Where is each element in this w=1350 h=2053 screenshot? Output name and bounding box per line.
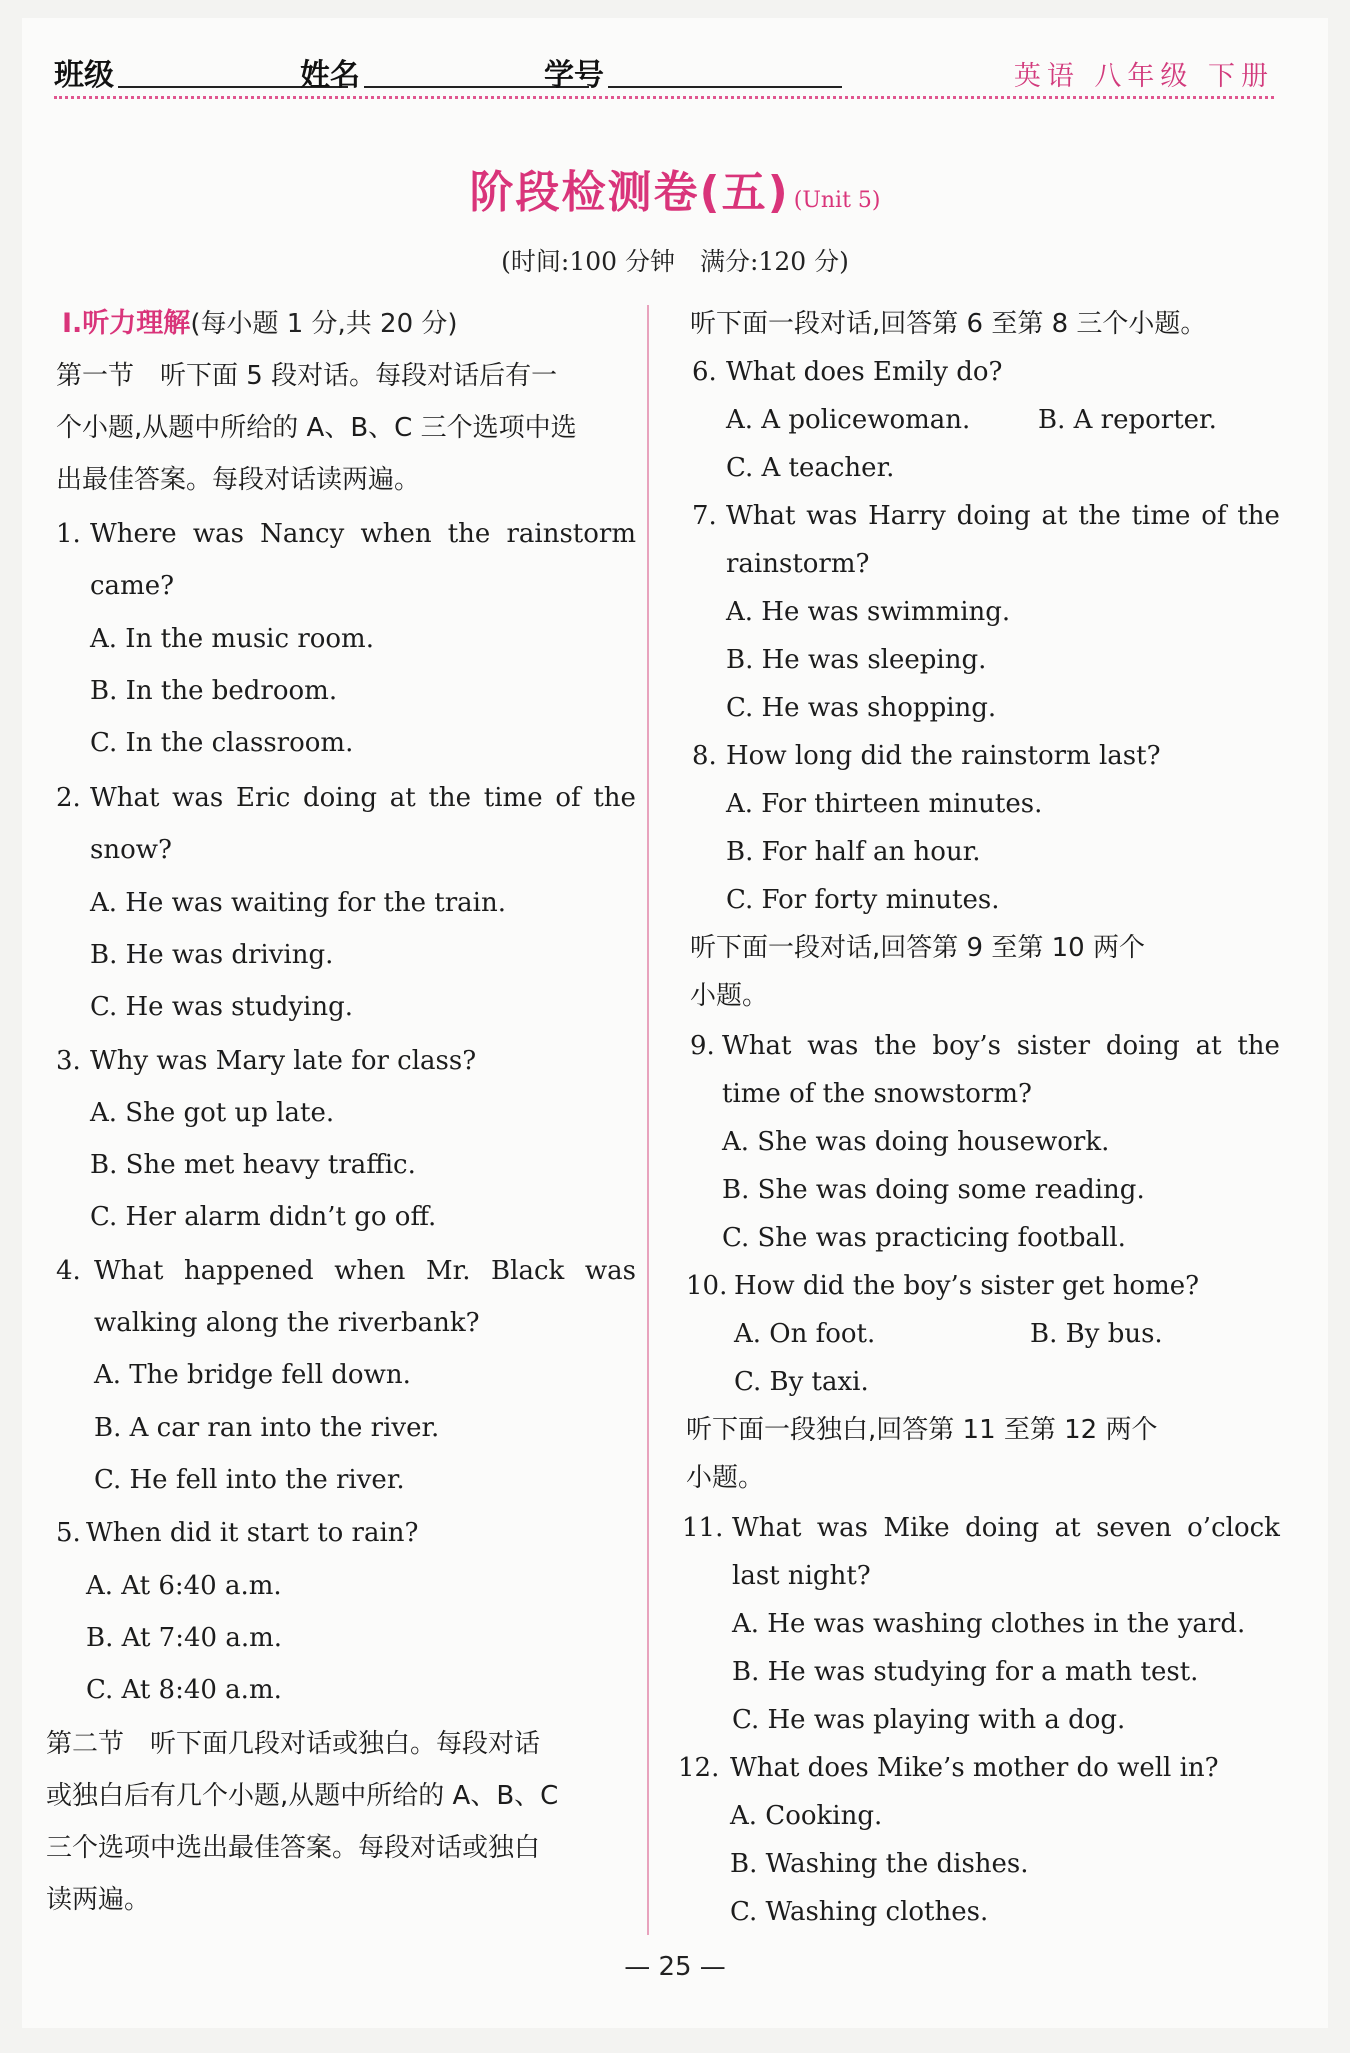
question-stem: What does Emily do? (726, 357, 1003, 387)
question-stem: How long did the rainstorm last? (726, 741, 1161, 771)
option-c[interactable]: C. For forty minutes. (726, 885, 1000, 915)
option-b[interactable]: B. She met heavy traffic. (90, 1150, 416, 1180)
question-stem: Where was Nancy when the rainstorm (90, 519, 636, 549)
part2-instruction-3: 三个选项中选出最佳答案。每段对话或独白 (46, 1833, 541, 1863)
option-c[interactable]: C. Her alarm didn’t go off. (90, 1202, 437, 1232)
question-stem: How did the boy’s sister get home? (734, 1271, 1200, 1301)
option-c[interactable]: C. In the classroom. (90, 728, 354, 758)
question-stem: What does Mike’s mother do well in? (730, 1753, 1219, 1783)
option-a[interactable]: A. A policewoman. (726, 405, 971, 435)
question-number: 10. (686, 1271, 728, 1301)
part2-instruction-2: 或独白后有几个小题,从题中所给的 A、B、C (46, 1781, 559, 1811)
question-number: 3. (56, 1046, 81, 1076)
question-stem-cont: walking along the riverbank? (94, 1308, 480, 1338)
option-b[interactable]: B. In the bedroom. (90, 676, 338, 706)
page-number: — 25 — (624, 1952, 726, 1982)
option-b[interactable]: B. For half an hour. (726, 837, 981, 867)
exam-info: (时间:100 分钟 满分:120 分) (501, 247, 849, 276)
option-a[interactable]: A. She was doing housework. (722, 1127, 1110, 1157)
option-b[interactable]: B. Washing the dishes. (730, 1849, 1029, 1879)
question-number: 2. (56, 783, 81, 813)
option-c[interactable]: C. He was studying. (90, 992, 354, 1022)
option-b[interactable]: B. He was sleeping. (726, 645, 987, 675)
option-c[interactable]: C. He fell into the river. (94, 1465, 405, 1495)
option-c[interactable]: C. She was practicing football. (722, 1223, 1126, 1253)
question-stem: What was the boy’s sister doing at the (722, 1031, 1280, 1061)
header-divider (54, 96, 1274, 99)
option-c[interactable]: C. He was playing with a dog. (732, 1705, 1126, 1735)
question-stem-cont: came? (90, 571, 175, 601)
question-stem: What was Harry doing at the time of the (726, 501, 1280, 531)
student-info-header (54, 50, 1274, 100)
question-stem-cont: time of the snowstorm? (722, 1079, 1032, 1109)
question-number: 9. (690, 1031, 715, 1061)
option-c[interactable]: C. He was shopping. (726, 693, 997, 723)
option-b[interactable]: B. She was doing some reading. (722, 1175, 1145, 1205)
question-stem: Why was Mary late for class? (90, 1046, 477, 1076)
option-a[interactable]: A. He was swimming. (726, 597, 1011, 627)
book-label: 英语 八年级 下册 (1013, 61, 1274, 92)
intro-9-10-line2: 小题。 (690, 981, 769, 1011)
option-c[interactable]: C. At 8:40 a.m. (86, 1675, 282, 1705)
option-a[interactable]: A. She got up late. (90, 1098, 335, 1128)
question-number: 12. (678, 1753, 720, 1783)
intro-11-12-line1: 听下面一段独白,回答第 11 至第 12 两个 (686, 1415, 1158, 1445)
question-number: 5. (56, 1518, 81, 1548)
title-main: 阶段检测卷(五) (469, 167, 790, 218)
question-number: 8. (692, 741, 717, 771)
question-number: 7. (692, 501, 717, 531)
section-note: (每小题 1 分,共 20 分) (190, 309, 458, 339)
option-a[interactable]: A. For thirteen minutes. (726, 789, 1043, 819)
column-divider (647, 305, 649, 1935)
id-blank[interactable] (608, 86, 842, 88)
part1-instruction-3: 出最佳答案。每段对话读两遍。 (56, 465, 421, 495)
question-stem: What was Mike doing at seven o’clock (732, 1513, 1280, 1543)
option-c[interactable]: C. Washing clothes. (730, 1897, 989, 1927)
option-a[interactable]: A. He was waiting for the train. (90, 888, 506, 918)
question-stem: When did it start to rain? (86, 1518, 419, 1548)
title-unit: (Unit 5) (793, 188, 881, 213)
question-number: 6. (692, 357, 717, 387)
option-b[interactable]: B. At 7:40 a.m. (86, 1623, 283, 1653)
option-a[interactable]: A. Cooking. (730, 1801, 883, 1831)
part1-instruction-1: 第一节 听下面 5 段对话。每段对话后有一 (56, 361, 558, 391)
page-title (0, 156, 1350, 220)
question-number: 11. (682, 1513, 724, 1543)
question-stem-cont: rainstorm? (726, 549, 870, 579)
question-stem: What happened when Mr. Black was (94, 1256, 636, 1286)
part1-instruction-2: 个小题,从题中所给的 A、B、C 三个选项中选 (56, 413, 577, 443)
option-b[interactable]: B. A reporter. (1038, 405, 1217, 435)
option-a[interactable]: A. He was washing clothes in the yard. (732, 1609, 1246, 1639)
option-b[interactable]: B. A car ran into the river. (94, 1413, 440, 1443)
class-label: 班级 (54, 58, 114, 93)
option-b[interactable]: B. He was driving. (90, 940, 334, 970)
intro-6-8: 听下面一段对话,回答第 6 至第 8 三个小题。 (690, 309, 1207, 339)
option-a[interactable]: A. On foot. (734, 1319, 876, 1349)
section-heading: Ⅰ.听力理解 (62, 308, 191, 339)
question-number: 4. (56, 1256, 81, 1286)
id-label: 学号 (544, 58, 604, 93)
question-stem-cont: last night? (732, 1561, 871, 1591)
question-number: 1. (56, 519, 81, 549)
question-stem-cont: snow? (90, 835, 172, 865)
intro-11-12-line2: 小题。 (686, 1463, 765, 1493)
question-stem: What was Eric doing at the time of the (90, 783, 636, 813)
option-b[interactable]: B. He was studying for a math test. (732, 1657, 1199, 1687)
option-a[interactable]: A. At 6:40 a.m. (86, 1571, 282, 1601)
name-label: 姓名 (300, 58, 360, 93)
option-c[interactable]: C. A teacher. (726, 453, 895, 483)
option-c[interactable]: C. By taxi. (734, 1367, 869, 1397)
intro-9-10-line1: 听下面一段对话,回答第 9 至第 10 两个 (690, 933, 1145, 963)
option-b[interactable]: B. By bus. (1030, 1319, 1163, 1349)
part2-instruction-1: 第二节 听下面几段对话或独白。每段对话 (46, 1729, 541, 1759)
option-a[interactable]: A. In the music room. (90, 624, 374, 654)
part2-instruction-4: 读两遍。 (46, 1885, 151, 1915)
option-a[interactable]: A. The bridge fell down. (94, 1360, 411, 1390)
